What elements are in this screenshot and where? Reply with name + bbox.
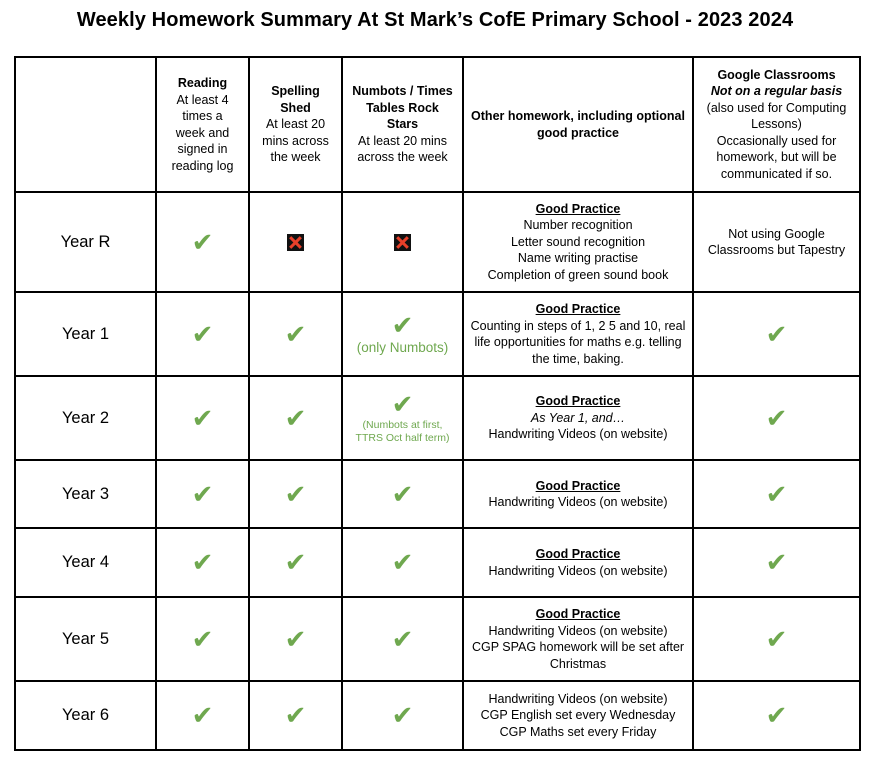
- cross-icon: [287, 234, 304, 251]
- header-reading-line: times a: [182, 109, 223, 123]
- page-title: Weekly Homework Summary At St Mark’s CofE Primary School - 2023 2024: [76, 9, 794, 31]
- header-reading-line: reading log: [171, 158, 234, 173]
- reading-cell: [156, 460, 249, 528]
- other-line: Letter sound recognition: [510, 234, 646, 249]
- reading-cell: [156, 681, 249, 750]
- check-icon: ✔: [391, 309, 414, 340]
- check-icon: ✔: [284, 402, 307, 433]
- other-cell: [463, 597, 693, 681]
- check-icon: ✔: [765, 623, 788, 654]
- good-practice-title: Good Practice: [535, 478, 621, 493]
- header-reading-line: signed in: [177, 142, 228, 156]
- table-row: [15, 597, 860, 681]
- google-text: Classrooms but Tapestry: [707, 243, 846, 257]
- google-text: Not using Google: [728, 226, 825, 241]
- header-empty-cell: [15, 57, 156, 192]
- header-numbots-title: Tables Rock Stars: [366, 100, 439, 132]
- check-icon: ✔: [765, 547, 788, 578]
- header-other-title: good practice: [537, 125, 619, 140]
- other-line: Handwriting Videos (on website): [488, 623, 668, 638]
- header-google-line: Lessons): [751, 117, 802, 132]
- good-practice-title: Good Practice: [535, 607, 621, 621]
- check-icon: ✔: [391, 700, 414, 731]
- check-icon: ✔: [391, 478, 414, 509]
- header-spelling-line: mins across: [262, 133, 329, 148]
- header-reading-title: Reading: [177, 76, 228, 90]
- other-line: life opportunities for maths e.g. telling: [474, 335, 682, 349]
- good-practice-title: Good Practice: [535, 394, 621, 409]
- header-reading-line: At least 4: [176, 92, 229, 107]
- table-row: [15, 681, 860, 750]
- table-row: [15, 192, 860, 292]
- spelling-cell: [249, 292, 342, 376]
- header-numbots-line: across the week: [357, 150, 448, 165]
- google-cell: [693, 681, 860, 750]
- header-reading: [156, 57, 249, 192]
- year-label: Year 1: [15, 292, 156, 376]
- check-icon: ✔: [765, 402, 788, 433]
- header-other: [463, 57, 693, 192]
- check-icon: ✔: [191, 623, 214, 654]
- header-google-subtitle: Not on a regular basis: [710, 84, 843, 99]
- year-label: Year 3: [15, 460, 156, 528]
- other-line: Handwriting Videos (on website): [488, 563, 668, 578]
- check-icon: ✔: [284, 547, 307, 578]
- reading-cell: [156, 376, 249, 460]
- other-line: CGP SPAG homework will be set after: [471, 640, 685, 654]
- check-icon: ✔: [284, 623, 307, 654]
- year-label: Year 4: [15, 528, 156, 597]
- check-icon: ✔: [191, 478, 214, 509]
- header-numbots-title: Numbots / Times: [352, 84, 453, 99]
- spelling-cell: [249, 376, 342, 460]
- other-line: Number recognition: [523, 218, 633, 233]
- spelling-cell: [249, 681, 342, 750]
- other-cell: [463, 681, 693, 750]
- spelling-cell: [249, 460, 342, 528]
- header-google-line: (also used for Computing: [706, 100, 847, 115]
- other-cell: [463, 376, 693, 460]
- google-cell: [693, 597, 860, 681]
- homework-summary-table: [14, 56, 861, 751]
- other-cell: [463, 292, 693, 376]
- cross-icon: [394, 234, 411, 251]
- other-line: Christmas: [549, 656, 607, 671]
- numbots-cell: [342, 376, 463, 460]
- check-icon: ✔: [391, 388, 414, 419]
- table-row: [15, 460, 860, 528]
- google-cell: [693, 528, 860, 597]
- google-cell: [693, 376, 860, 460]
- check-icon: ✔: [765, 318, 788, 349]
- header-spelling-title: Spelling Shed: [271, 84, 320, 115]
- other-line: the time, baking.: [532, 351, 624, 366]
- other-cell: [463, 528, 693, 597]
- check-icon: ✔: [191, 402, 214, 433]
- check-icon: ✔: [391, 547, 414, 578]
- header-google: [693, 57, 860, 192]
- year-label: Year 2: [15, 376, 156, 460]
- table-row: [15, 376, 860, 460]
- numbots-cell: [342, 597, 463, 681]
- other-line: CGP English set every Wednesday: [480, 708, 676, 723]
- header-reading-line: week and: [175, 125, 230, 140]
- check-icon: ✔: [765, 700, 788, 731]
- numbots-cell: [342, 292, 463, 376]
- header-spelling-line: At least 20: [265, 117, 326, 132]
- header-numbots: [342, 57, 463, 192]
- check-icon: ✔: [284, 318, 307, 349]
- google-cell: [693, 292, 860, 376]
- reading-cell: [156, 528, 249, 597]
- numbots-cell: [342, 192, 463, 292]
- year-label: Year 5: [15, 597, 156, 681]
- check-icon: ✔: [191, 318, 214, 349]
- numbots-cell: [342, 528, 463, 597]
- numbots-cell: [342, 460, 463, 528]
- spelling-cell: [249, 528, 342, 597]
- numbots-note: (Numbots at first,: [362, 419, 443, 432]
- check-icon: ✔: [765, 478, 788, 509]
- google-cell: [693, 192, 860, 292]
- other-line: Counting in steps of 1, 2 5 and 10, real: [470, 318, 686, 333]
- numbots-cell: [342, 681, 463, 750]
- year-label: Year R: [15, 192, 156, 292]
- spelling-cell: [249, 192, 342, 292]
- header-google-title: Google Classrooms: [717, 67, 836, 82]
- google-cell: [693, 460, 860, 528]
- check-icon: ✔: [284, 700, 307, 731]
- header-google-line: Occasionally used for: [716, 133, 837, 148]
- check-icon: ✔: [191, 700, 214, 731]
- numbots-note: TTRS Oct half term): [355, 432, 450, 445]
- reading-cell: [156, 597, 249, 681]
- year-label: Year 6: [15, 681, 156, 750]
- numbots-note: (only Numbots): [356, 340, 449, 355]
- spelling-cell: [249, 597, 342, 681]
- header-numbots-line: At least 20 mins: [358, 133, 447, 148]
- good-practice-title: Good Practice: [535, 302, 621, 316]
- check-icon: ✔: [191, 547, 214, 578]
- other-line: Handwriting Videos (on website): [488, 427, 668, 442]
- table-row: [15, 528, 860, 597]
- reading-cell: [156, 192, 249, 292]
- other-italic-line: As Year 1, and…: [530, 410, 626, 425]
- other-line: Handwriting Videos (on website): [488, 495, 668, 509]
- check-icon: ✔: [391, 623, 414, 654]
- header-row: [15, 57, 860, 192]
- header-google-line: communicated if so.: [720, 166, 833, 181]
- check-icon: ✔: [191, 226, 214, 257]
- other-line: Completion of green sound book: [487, 267, 669, 282]
- good-practice-title: Good Practice: [535, 547, 621, 561]
- good-practice-title: Good Practice: [535, 201, 621, 216]
- other-cell: [463, 460, 693, 528]
- other-cell: [463, 192, 693, 292]
- header-spelling-line: the week: [270, 150, 321, 165]
- header-spelling: [249, 57, 342, 192]
- header-google-line: homework, but will be: [716, 150, 837, 165]
- other-line: Handwriting Videos (on website): [488, 691, 668, 706]
- reading-cell: [156, 292, 249, 376]
- table-row: [15, 292, 860, 376]
- other-line: Name writing practise: [517, 251, 639, 266]
- check-icon: ✔: [284, 478, 307, 509]
- header-other-title: Other homework, including optional: [471, 109, 685, 123]
- other-line: CGP Maths set every Friday: [499, 724, 657, 739]
